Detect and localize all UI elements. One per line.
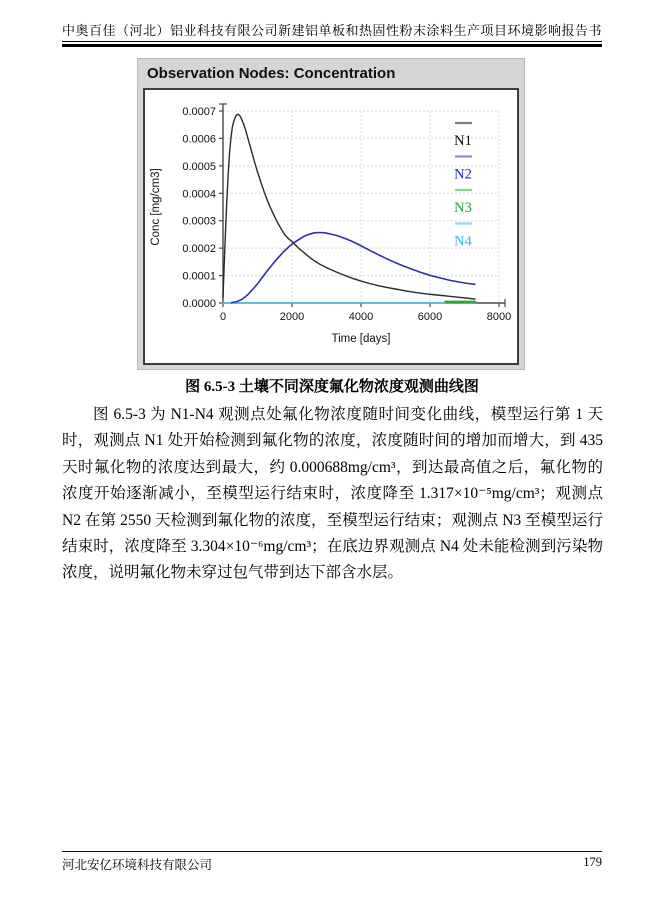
y-tick-label: 0.0000 bbox=[182, 298, 216, 310]
footer-company: 河北安亿环境科技有限公司 bbox=[62, 858, 213, 872]
legend-label-N1: N1 bbox=[454, 133, 472, 149]
legend-label-N4: N4 bbox=[454, 233, 472, 250]
x-tick-label: 2000 bbox=[279, 311, 305, 323]
y-tick-label: 0.0004 bbox=[182, 188, 216, 201]
x-tick-label: 8000 bbox=[486, 311, 512, 323]
series-N1-curve bbox=[223, 114, 475, 299]
legend-label-N3: N3 bbox=[454, 200, 472, 216]
y-tick-label: 0.0006 bbox=[182, 133, 216, 146]
body-paragraph: 图 6.5-3 为 N1-N4 观测点处氟化物浓度随时间变化曲线，模型运行第 1 天时，观测点 N1 处开始检测到氟化物的浓度，浓度随时间的增加而增大，到 435 天时氟化物的浓度达到最大，约 0.000688mg/cm³，到达最高值之后，氟化物的浓度开始逐渐减小，至模型运行结束时，浓度降至 1.317×10⁻⁵mg/cm³；观测点 N2 在第 2550 天检测到氟化物的浓度，至模型运行结束；观测点 N3 至模型运行结束时，浓度降至 3.304×10⁻⁶mg/cm³；在底边界观测点 N4 处未能检测到污染物浓度，说明氟化物未穿过包气带到达下部含水层。 bbox=[62, 406, 603, 582]
y-tick-label: 0.0005 bbox=[182, 160, 216, 173]
chart-panel bbox=[143, 88, 519, 365]
x-axis-label: Time [days] bbox=[331, 333, 391, 345]
header-double-rule bbox=[62, 41, 602, 49]
series-N2-curve bbox=[232, 233, 475, 303]
y-tick-label: 0.0001 bbox=[182, 270, 216, 283]
concentration-plot bbox=[145, 90, 517, 363]
legend-label-N2: N2 bbox=[454, 166, 472, 183]
x-tick-label: 0 bbox=[219, 311, 227, 323]
x-tick-label: 6000 bbox=[417, 311, 443, 323]
y-tick-label: 0.0007 bbox=[182, 106, 216, 118]
page-header-title: 中奥百佳（河北）铝业科技有限公司新建铝单板和热固性粉末涂料生产项目环境影响报告书 bbox=[62, 23, 603, 38]
page-footer bbox=[62, 855, 602, 873]
y-axis-label: Conc [mg/cm3] bbox=[150, 168, 162, 246]
chart-block bbox=[137, 58, 525, 370]
x-tick-label: 4000 bbox=[348, 311, 374, 323]
footer-page-number: 179 bbox=[583, 855, 602, 869]
figure-caption: 图 6.5-3 土壤不同深度氟化物浓度观测曲线图 bbox=[185, 379, 479, 395]
footer-rule bbox=[62, 851, 602, 852]
chart-title: Observation Nodes: Concentration bbox=[147, 65, 396, 82]
y-tick-label: 0.0002 bbox=[182, 243, 216, 256]
y-tick-label: 0.0003 bbox=[182, 215, 216, 228]
